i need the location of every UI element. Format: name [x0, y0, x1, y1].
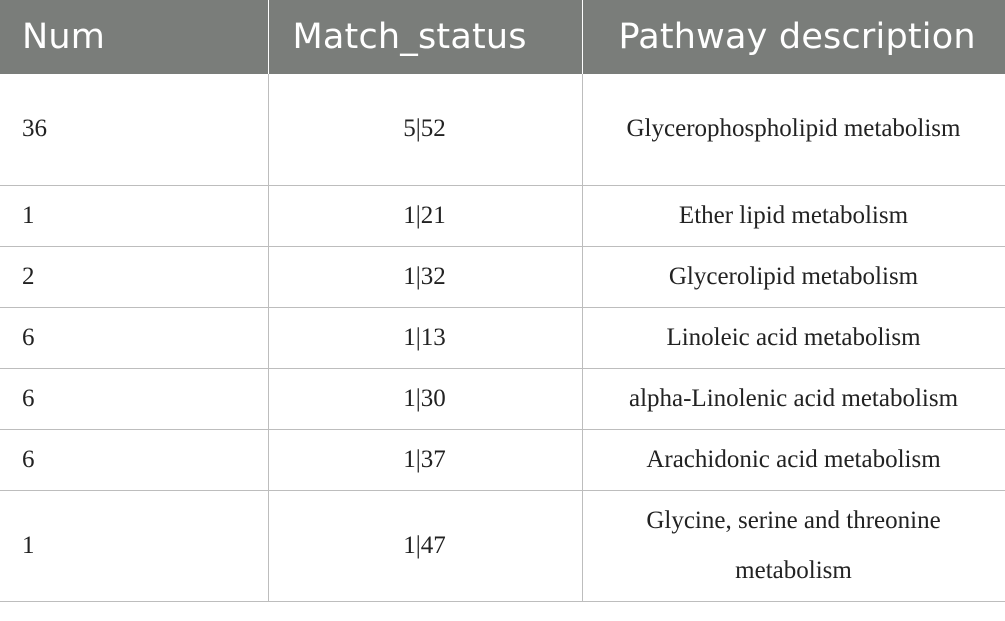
cell-match-status: 1|32 — [268, 246, 582, 307]
cell-pathway: Arachidonic acid metabolism — [582, 429, 1005, 490]
table-row — [0, 429, 1005, 490]
table-row — [0, 368, 1005, 429]
cell-match-status: 1|30 — [268, 368, 582, 429]
cell-pathway: alpha-Linolenic acid metabolism — [582, 368, 1005, 429]
cell-match-status: 1|13 — [268, 307, 582, 368]
table-row — [0, 74, 1005, 185]
header-row — [0, 0, 1005, 74]
cell-pathway: Glycerophospholipid metabolism — [582, 74, 1005, 185]
cell-pathway: Linoleic acid metabolism — [582, 307, 1005, 368]
cell-pathway: Glycerolipid metabolism — [582, 246, 1005, 307]
cell-num: 1 — [0, 185, 268, 246]
cell-pathway: Ether lipid metabolism — [582, 185, 1005, 246]
table-body — [0, 74, 1005, 601]
cell-num: 2 — [0, 246, 268, 307]
cell-num: 36 — [0, 74, 268, 185]
table-header — [0, 0, 1005, 74]
header-pathway-description: Pathway description — [618, 17, 976, 57]
table-row — [0, 246, 1005, 307]
cell-match-status: 5|52 — [268, 74, 582, 185]
table-row — [0, 490, 1005, 601]
header-num: Num — [0, 0, 268, 74]
table-row — [0, 185, 1005, 246]
cell-num: 1 — [0, 490, 268, 601]
cell-pathway: Glycine, serine and threonine metabolism — [582, 490, 1005, 601]
header-match-status: Match_status — [268, 0, 582, 74]
cell-match-status: 1|21 — [268, 185, 582, 246]
cell-match-status: 1|47 — [268, 490, 582, 601]
table-row — [0, 307, 1005, 368]
cell-num: 6 — [0, 429, 268, 490]
cell-match-status: 1|37 — [268, 429, 582, 490]
cell-num: 6 — [0, 368, 268, 429]
cell-num: 6 — [0, 307, 268, 368]
